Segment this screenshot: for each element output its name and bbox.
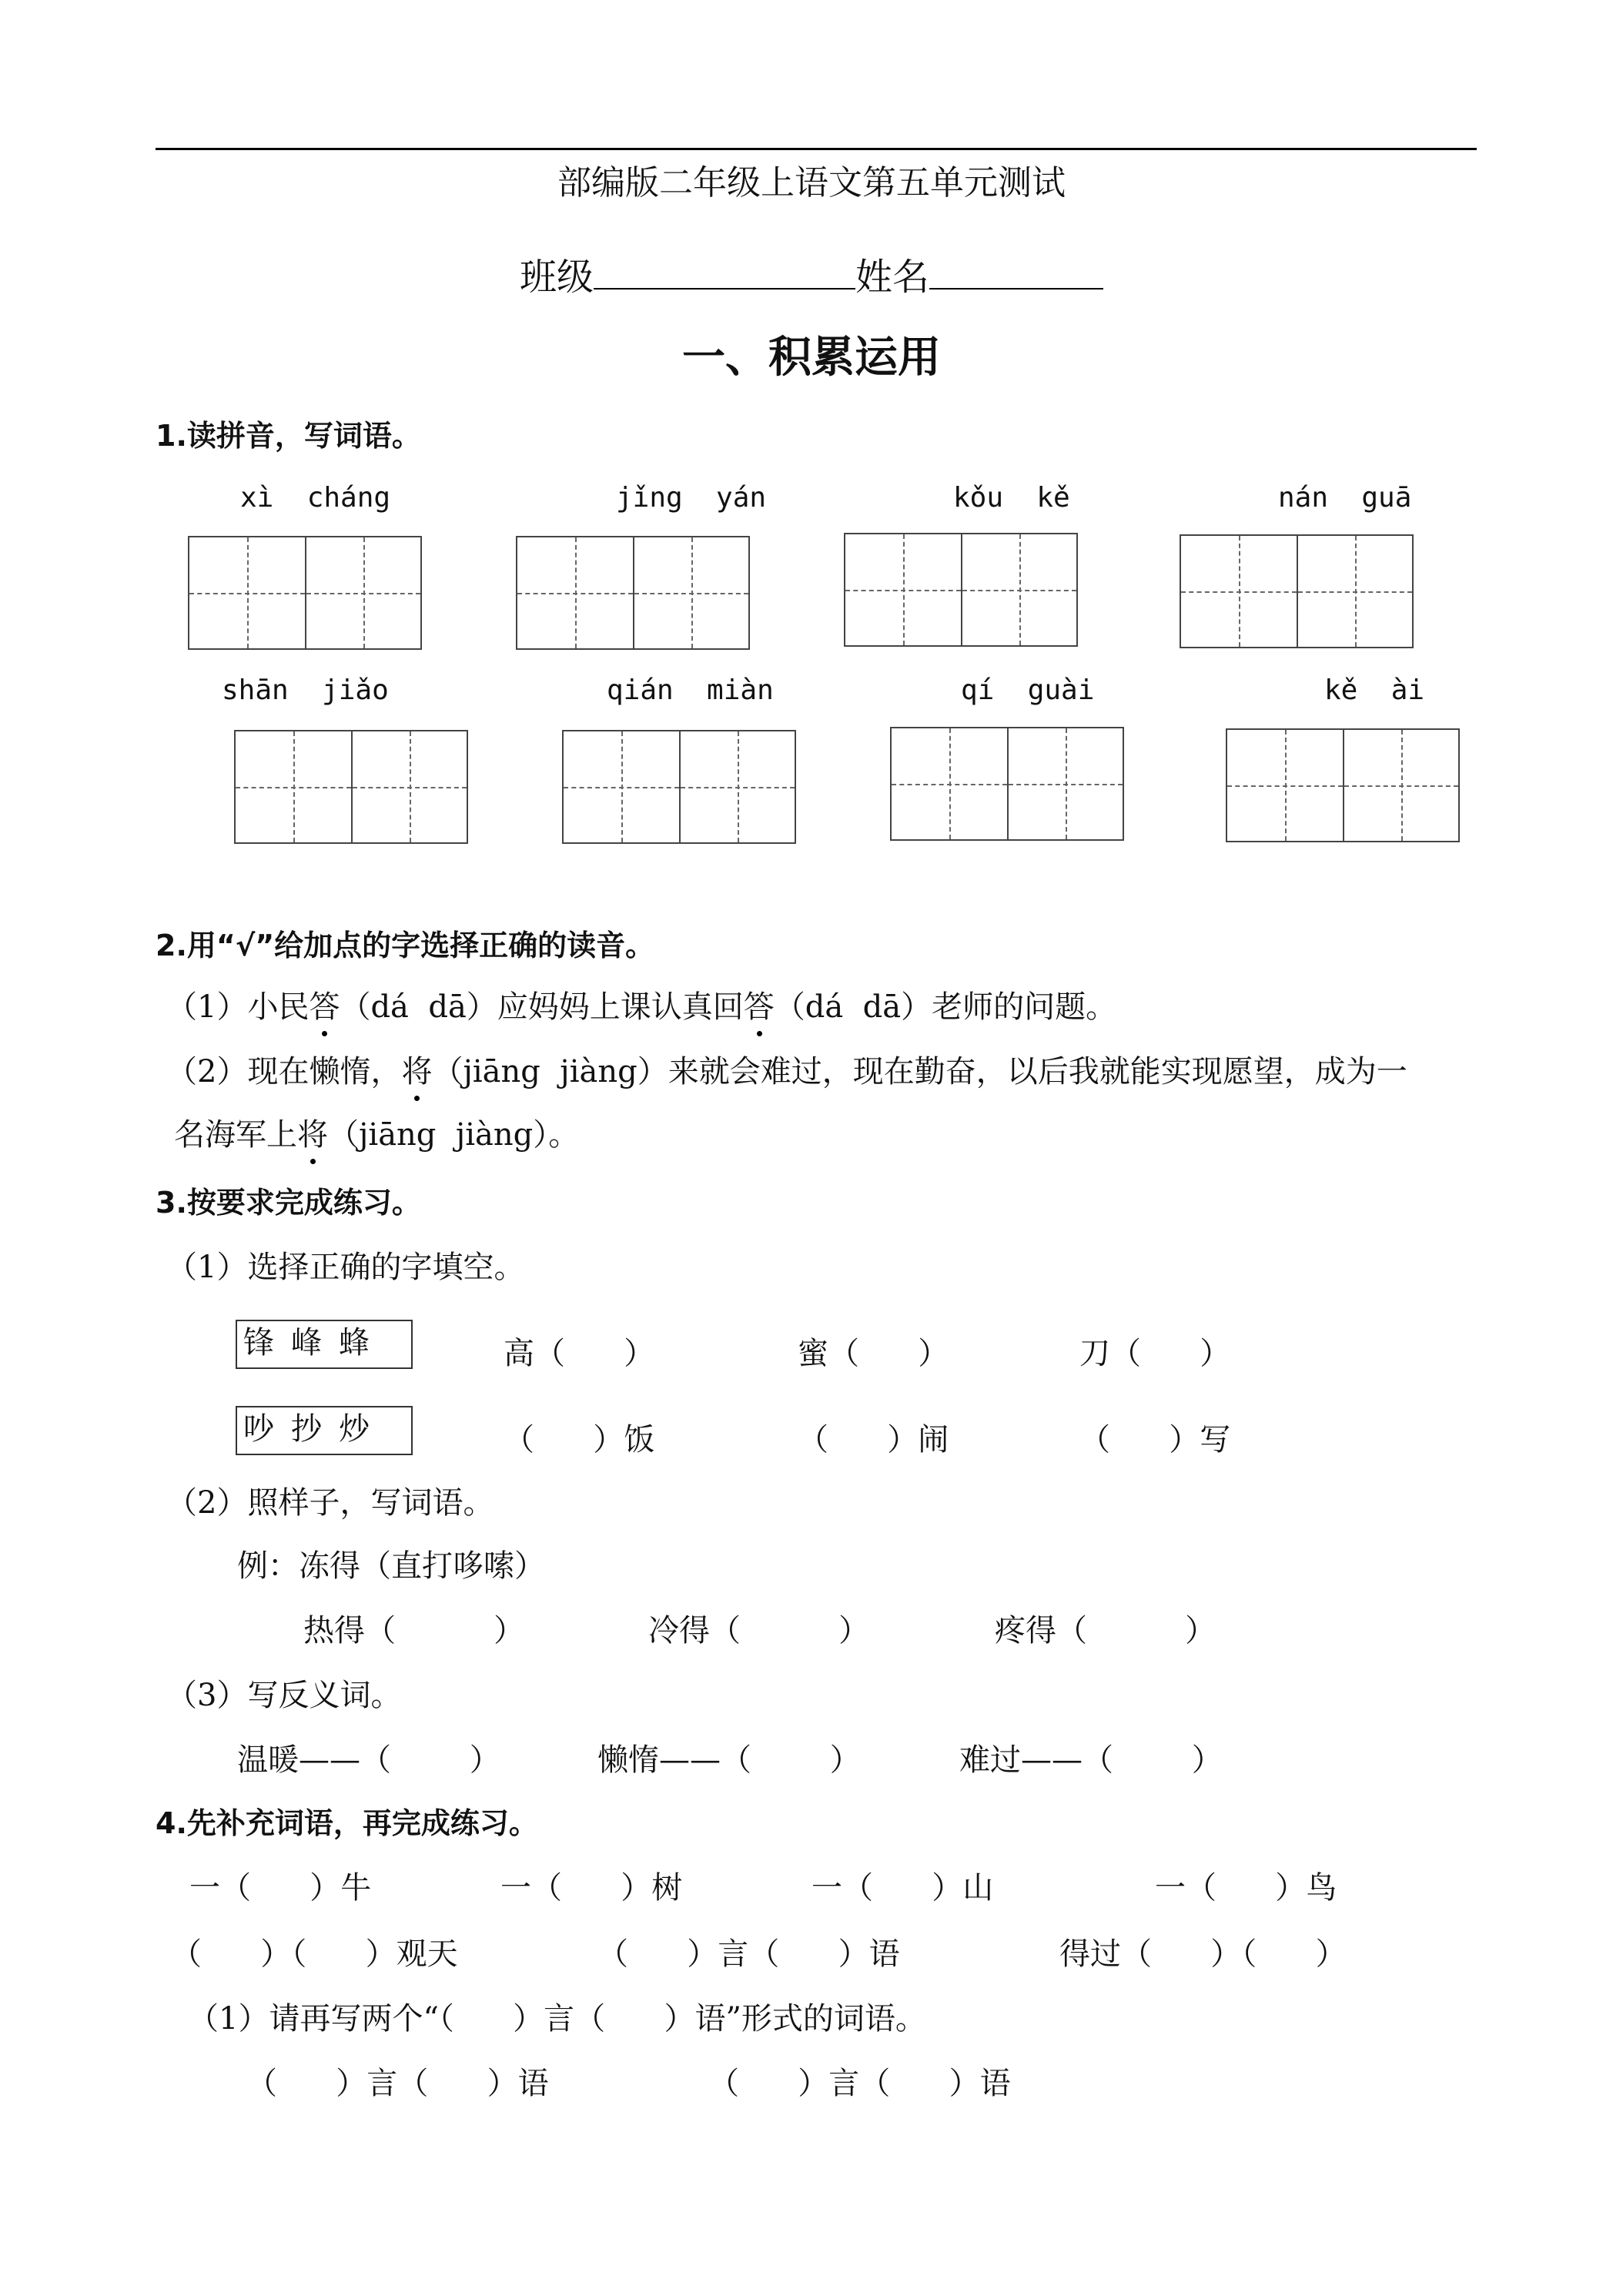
writing-grid[interactable]: [1226, 728, 1460, 842]
writing-grid[interactable]: [890, 727, 1124, 841]
fill-blank[interactable]: 一（ ）树: [500, 1870, 683, 1906]
writing-grid[interactable]: [562, 730, 796, 844]
class-blank[interactable]: [594, 248, 855, 290]
fill-blank[interactable]: 温暖——（ ）: [237, 1742, 500, 1778]
pinyin-label: nán guā: [1278, 482, 1412, 514]
q1-heading: 1.读拼音，写词语。: [156, 419, 421, 453]
name-label: 姓名: [855, 256, 930, 299]
fill-blank[interactable]: 蜜（ ）: [798, 1336, 949, 1371]
dotted-char: 将: [297, 1113, 328, 1156]
fill-blank[interactable]: （ ）言（ ）语: [246, 2066, 549, 2101]
text-run: （jiāng jiàng）。: [328, 1117, 580, 1153]
writing-grid[interactable]: [1180, 534, 1414, 648]
fill-blank[interactable]: （ ）（ ）观天: [171, 1936, 458, 1972]
fill-blank[interactable]: 一（ ）鸟: [1155, 1870, 1337, 1906]
char-choice-box: 吵抄炒: [236, 1406, 413, 1455]
q3-sub3: （3）写反义词。: [166, 1678, 402, 1713]
fill-blank[interactable]: （ ）言（ ）语: [708, 2066, 1011, 2101]
writing-grid[interactable]: [516, 536, 750, 650]
fill-blank[interactable]: 高（ ）: [504, 1336, 655, 1371]
section-title: 一、积累运用: [682, 333, 941, 383]
writing-grid[interactable]: [188, 536, 422, 650]
text-run: 名海军上: [174, 1117, 297, 1153]
q2-line-2: [166, 1050, 1407, 1093]
fill-blank[interactable]: 刀（ ）: [1079, 1336, 1231, 1371]
header-rule: [156, 148, 1477, 150]
fill-blank[interactable]: 热得（ ）: [303, 1613, 525, 1648]
fill-blank[interactable]: （ ）饭: [504, 1422, 655, 1458]
char-choice-box: 锋峰蜂: [236, 1320, 413, 1369]
fill-blank[interactable]: （ ）写: [1079, 1422, 1231, 1458]
fill-blank[interactable]: 难过——（ ）: [959, 1742, 1223, 1778]
fill-blank[interactable]: 一（ ）山: [812, 1870, 994, 1906]
pinyin-label: xì cháng: [240, 482, 391, 514]
writing-grid[interactable]: [844, 533, 1078, 647]
example-text: 例：冻得（直打哆嗦）: [237, 1548, 545, 1584]
pinyin-label: kě ài: [1324, 674, 1425, 706]
pinyin-label: qián miàn: [607, 674, 774, 706]
text-run: （dá dā）老师的问题。: [774, 989, 1117, 1025]
dotted-char: 答: [744, 986, 775, 1029]
q4-heading: 4.先补充词语，再完成练习。: [156, 1806, 538, 1840]
fill-blank[interactable]: 懒惰——（ ）: [597, 1742, 861, 1778]
dotted-char: 将: [401, 1050, 432, 1093]
text-run: （dá dā）应妈妈上课认真回: [340, 989, 744, 1025]
q4-sub1: （1）请再写两个“（ ）言（ ）语”形式的词语。: [188, 2001, 926, 2037]
name-blank[interactable]: [929, 248, 1103, 290]
q3-sub2: （2）照样子，写词语。: [166, 1485, 494, 1521]
q3-heading: 3.按要求完成练习。: [156, 1186, 421, 1220]
q2-line-1: [166, 986, 1116, 1029]
pinyin-label: qí guài: [961, 674, 1095, 706]
fill-blank[interactable]: 得过（ ）（ ）: [1059, 1936, 1347, 1972]
fill-blank[interactable]: 疼得（ ）: [995, 1613, 1216, 1648]
class-label: 班级: [519, 256, 594, 299]
text-run: （2）现在懒惰，: [166, 1054, 402, 1089]
q3-sub1: （1）选择正确的字填空。: [166, 1250, 525, 1285]
fill-blank[interactable]: （ ）闹: [798, 1422, 949, 1458]
pinyin-label: jǐng yán: [616, 482, 767, 514]
q2-heading: 2.用“√”给加点的字选择正确的读音。: [156, 929, 655, 962]
pinyin-label: kǒu kě: [953, 482, 1070, 514]
fill-blank[interactable]: 一（ ）牛: [189, 1870, 372, 1906]
dotted-char: 答: [309, 986, 340, 1029]
text-run: （1）小民: [166, 989, 310, 1025]
q2-line-3: [174, 1113, 579, 1156]
class-name-line: [0, 248, 1623, 303]
pinyin-label: shān jiǎo: [222, 674, 389, 706]
writing-grid[interactable]: [234, 730, 468, 844]
fill-blank[interactable]: （ ）言（ ）语: [597, 1936, 900, 1972]
fill-blank[interactable]: 冷得（ ）: [648, 1613, 870, 1648]
text-run: （jiāng jiàng）来就会难过，现在勤奋，以后我就能实现愿望，成为一: [432, 1054, 1407, 1089]
page-title: 部编版二年级上语文第五单元测试: [557, 163, 1066, 202]
